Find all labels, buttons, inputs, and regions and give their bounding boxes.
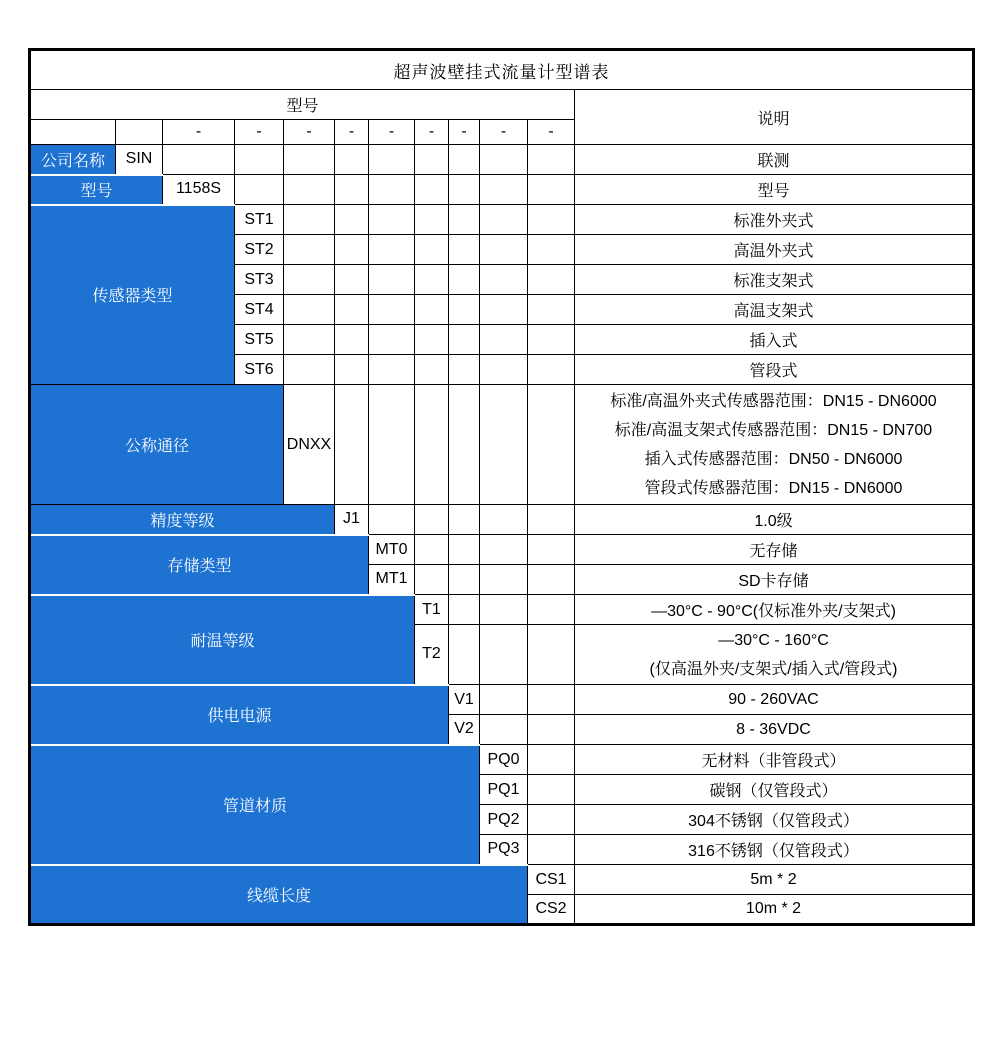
- dash-cell: -: [369, 120, 415, 145]
- empty-cell: [415, 145, 449, 175]
- dash-cell: -: [284, 120, 335, 145]
- section-label-storage-type: 存储类型: [30, 535, 369, 595]
- empty-cell: [449, 595, 480, 625]
- desc-cell-st3: 标准支架式: [575, 265, 974, 295]
- code-cell-st1: ST1: [235, 205, 284, 235]
- desc-cell-v1: 90 - 260VAC: [575, 685, 974, 715]
- diameter-row: [30, 385, 974, 505]
- empty-cell: [335, 355, 369, 385]
- accuracy-row: [30, 505, 974, 535]
- code-cell-sin: SIN: [116, 145, 163, 175]
- empty-cell: [480, 235, 528, 265]
- empty-cell: [335, 385, 369, 505]
- empty-cell: [369, 205, 415, 235]
- empty-cell: [284, 325, 335, 355]
- empty-cell: [235, 175, 284, 205]
- section-label-power-supply: 供电电源: [30, 685, 449, 745]
- empty-cell: [449, 295, 480, 325]
- empty-cell: [449, 265, 480, 295]
- desc-cell-mt0: 无存储: [575, 535, 974, 565]
- desc-cell-st4: 高温支架式: [575, 295, 974, 325]
- desc-cell-st5: 插入式: [575, 325, 974, 355]
- empty-cell: [415, 175, 449, 205]
- empty-cell: [116, 120, 163, 145]
- section-label-nominal-diameter: 公称通径: [30, 385, 284, 505]
- empty-cell: [528, 745, 575, 775]
- empty-cell: [528, 175, 575, 205]
- section-label-model: 型号: [30, 175, 163, 205]
- desc-cell-st2: 高温外夹式: [575, 235, 974, 265]
- empty-cell: [528, 265, 575, 295]
- code-cell-t1: T1: [415, 595, 449, 625]
- code-cell-pq3: PQ3: [480, 835, 528, 865]
- empty-cell: [528, 505, 575, 535]
- empty-cell: [335, 205, 369, 235]
- empty-cell: [528, 295, 575, 325]
- code-cell-v2: V2: [449, 715, 480, 745]
- header-row: [30, 90, 974, 120]
- empty-cell: [369, 385, 415, 505]
- empty-cell: [480, 385, 528, 505]
- desc-line: (仅高温外夹/支架式/插入式/管段式): [649, 660, 898, 678]
- desc-cell-pq2: 304不锈钢（仅管段式）: [575, 805, 974, 835]
- desc-cell-model: 型号: [575, 175, 974, 205]
- empty-cell: [415, 505, 449, 535]
- desc-cell-mt1: SD卡存储: [575, 565, 974, 595]
- desc-cell-cs1: 5m * 2: [575, 865, 974, 895]
- code-cell-pq1: PQ1: [480, 775, 528, 805]
- dash-cell: -: [480, 120, 528, 145]
- empty-cell: [335, 175, 369, 205]
- empty-cell: [449, 565, 480, 595]
- empty-cell: [480, 295, 528, 325]
- empty-cell: [449, 235, 480, 265]
- company-row: [30, 145, 974, 175]
- empty-cell: [528, 685, 575, 715]
- sensor-row: [30, 205, 974, 235]
- model-row: [30, 175, 974, 205]
- empty-cell: [449, 505, 480, 535]
- code-cell-dnxx: DNXX: [284, 385, 335, 505]
- code-cell-st2: ST2: [235, 235, 284, 265]
- desc-cell-j1: 1.0级: [575, 505, 974, 535]
- code-cell-st3: ST3: [235, 265, 284, 295]
- empty-cell: [480, 265, 528, 295]
- section-label-cable-length: 线缆长度: [30, 865, 528, 925]
- empty-cell: [480, 175, 528, 205]
- code-cell-j1: J1: [335, 505, 369, 535]
- empty-cell: [369, 295, 415, 325]
- empty-cell: [449, 205, 480, 235]
- empty-cell: [528, 565, 575, 595]
- empty-cell: [335, 325, 369, 355]
- empty-cell: [369, 235, 415, 265]
- code-cell-st6: ST6: [235, 355, 284, 385]
- empty-cell: [415, 385, 449, 505]
- empty-cell: [449, 325, 480, 355]
- empty-cell: [528, 715, 575, 745]
- desc-line: —30°C - 160°C: [718, 631, 829, 649]
- empty-cell: [480, 505, 528, 535]
- empty-cell: [480, 715, 528, 745]
- dash-cell: -: [235, 120, 284, 145]
- empty-cell: [528, 595, 575, 625]
- empty-cell: [480, 625, 528, 685]
- dash-cell: -: [528, 120, 575, 145]
- empty-cell: [528, 835, 575, 865]
- model-spec-table: [28, 48, 975, 926]
- code-cell-v1: V1: [449, 685, 480, 715]
- description-header: 说明: [575, 90, 974, 145]
- desc-cell-pq3: 316不锈钢（仅管段式）: [575, 835, 974, 865]
- empty-cell: [415, 355, 449, 385]
- empty-cell: [415, 265, 449, 295]
- empty-cell: [480, 325, 528, 355]
- section-label-sensor-type: 传感器类型: [30, 205, 235, 385]
- empty-cell: [528, 145, 575, 175]
- power-row: [30, 685, 974, 715]
- empty-cell: [415, 565, 449, 595]
- desc-cell-t2: [575, 625, 974, 685]
- desc-cell-pq0: 无材料（非管段式）: [575, 745, 974, 775]
- empty-cell: [449, 385, 480, 505]
- empty-cell: [284, 175, 335, 205]
- code-cell-st5: ST5: [235, 325, 284, 355]
- empty-cell: [415, 235, 449, 265]
- code-cell-1158s: 1158S: [163, 175, 235, 205]
- desc-cell-st6: 管段式: [575, 355, 974, 385]
- cable-row: [30, 865, 974, 895]
- empty-cell: [284, 145, 335, 175]
- empty-cell: [284, 205, 335, 235]
- empty-cell: [369, 325, 415, 355]
- empty-cell: [235, 145, 284, 175]
- temperature-row: [30, 595, 974, 625]
- empty-cell: [480, 535, 528, 565]
- material-row: [30, 745, 974, 775]
- section-label-temperature-rating: 耐温等级: [30, 595, 415, 685]
- empty-cell: [284, 295, 335, 325]
- desc-line: 标准/高温外夹式传感器范围：DN15 - DN6000: [610, 392, 937, 410]
- desc-cell-company: 联测: [575, 145, 974, 175]
- empty-cell: [528, 235, 575, 265]
- empty-cell: [369, 265, 415, 295]
- empty-cell: [528, 355, 575, 385]
- empty-cell: [480, 355, 528, 385]
- empty-cell: [369, 145, 415, 175]
- empty-cell: [335, 295, 369, 325]
- code-cell-cs1: CS1: [528, 865, 575, 895]
- empty-cell: [528, 775, 575, 805]
- desc-cell-v2: 8 - 36VDC: [575, 715, 974, 745]
- empty-cell: [284, 355, 335, 385]
- code-cell-pq2: PQ2: [480, 805, 528, 835]
- empty-cell: [335, 235, 369, 265]
- desc-cell-st1: 标准外夹式: [575, 205, 974, 235]
- code-cell-st4: ST4: [235, 295, 284, 325]
- empty-cell: [30, 120, 116, 145]
- code-cell-mt1: MT1: [369, 565, 415, 595]
- empty-cell: [480, 205, 528, 235]
- empty-cell: [528, 325, 575, 355]
- empty-cell: [528, 805, 575, 835]
- empty-cell: [449, 175, 480, 205]
- empty-cell: [449, 355, 480, 385]
- empty-cell: [480, 595, 528, 625]
- empty-cell: [415, 325, 449, 355]
- dash-cell: -: [415, 120, 449, 145]
- desc-line: 标准/高温支架式传感器范围：DN15 - DN700: [614, 421, 933, 439]
- empty-cell: [415, 295, 449, 325]
- dash-cell: -: [163, 120, 235, 145]
- desc-line: 插入式传感器范围：DN50 - DN6000: [644, 450, 903, 468]
- empty-cell: [369, 355, 415, 385]
- empty-cell: [335, 265, 369, 295]
- empty-cell: [528, 535, 575, 565]
- empty-cell: [163, 145, 235, 175]
- empty-cell: [480, 565, 528, 595]
- section-label-pipe-material: 管道材质: [30, 745, 480, 865]
- code-cell-cs2: CS2: [528, 895, 575, 925]
- empty-cell: [415, 205, 449, 235]
- empty-cell: [480, 685, 528, 715]
- section-label-company: 公司名称: [30, 145, 116, 175]
- empty-cell: [449, 535, 480, 565]
- desc-cell-t1: —30°C - 90°C(仅标准外夹/支架式): [575, 595, 974, 625]
- desc-cell-cs2: 10m * 2: [575, 895, 974, 925]
- code-cell-mt0: MT0: [369, 535, 415, 565]
- desc-line: 管段式传感器范围：DN15 - DN6000: [644, 479, 903, 497]
- empty-cell: [480, 145, 528, 175]
- empty-cell: [449, 625, 480, 685]
- desc-cell-pq1: 碳钢（仅管段式）: [575, 775, 974, 805]
- empty-cell: [528, 625, 575, 685]
- table-title: 超声波壁挂式流量计型谱表: [30, 50, 974, 90]
- empty-cell: [284, 235, 335, 265]
- desc-cell-dnxx: [575, 385, 974, 505]
- empty-cell: [284, 265, 335, 295]
- code-cell-t2: T2: [415, 625, 449, 685]
- code-cell-pq0: PQ0: [480, 745, 528, 775]
- empty-cell: [528, 205, 575, 235]
- dash-cell: -: [449, 120, 480, 145]
- dash-cell: -: [335, 120, 369, 145]
- empty-cell: [369, 505, 415, 535]
- model-header: 型号: [30, 90, 575, 120]
- empty-cell: [449, 145, 480, 175]
- section-label-accuracy-class: 精度等级: [30, 505, 335, 535]
- empty-cell: [415, 535, 449, 565]
- empty-cell: [528, 385, 575, 505]
- storage-row: [30, 535, 974, 565]
- title-row: [30, 50, 974, 90]
- empty-cell: [335, 145, 369, 175]
- empty-cell: [369, 175, 415, 205]
